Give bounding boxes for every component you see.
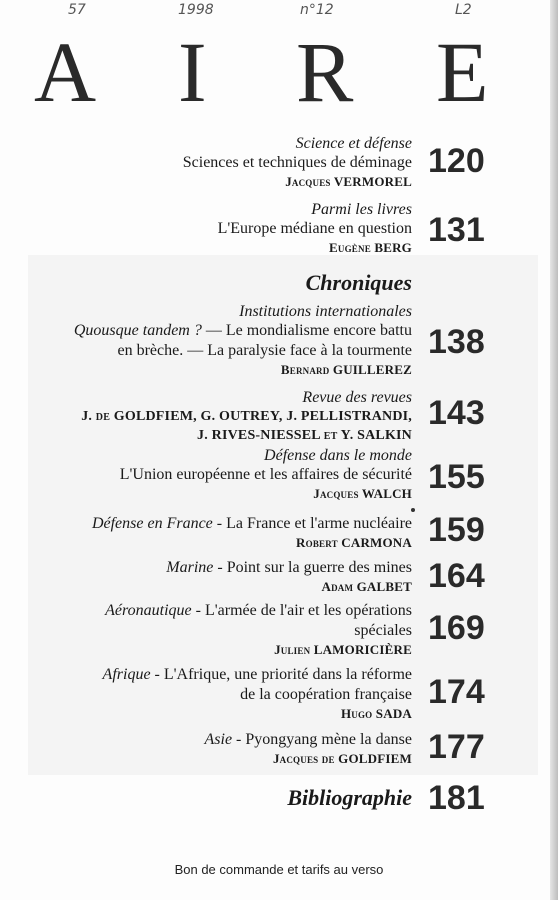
entry-title-line: de la coopération française: [240, 686, 412, 703]
entry-author: J. de GOLDFIEM, G. OUTREY, J. PELLISTRANDI,: [81, 409, 412, 424]
entry-rubric: Parmi les livres: [311, 201, 412, 218]
entry-title: - L'armée de l'air et les opérations: [191, 602, 412, 619]
entry-author: Julien LAMORICIÈRE: [274, 642, 412, 657]
entry-author: Robert CARMONA: [296, 535, 412, 550]
page-number: 174: [428, 673, 485, 711]
entry-title: - Pyongyang mène la danse: [232, 731, 412, 748]
entry-rubric: Aéronautique: [105, 602, 192, 619]
handwritten-year: 1998: [178, 2, 214, 18]
page-number: 177: [428, 728, 485, 766]
toc-entry[interactable]: [20, 200, 412, 256]
entry-rubric: Défense dans le monde: [264, 447, 412, 464]
page-number: 169: [428, 609, 485, 647]
entry-author: Jacques de GOLDFIEM: [272, 751, 412, 766]
entry-title: - La France et l'arme nucléaire: [212, 515, 412, 532]
entry-rubric: Revue des revues: [302, 389, 412, 406]
toc-entry[interactable]: [20, 558, 412, 595]
entry-title-italic: Quousque tandem ?: [73, 322, 202, 339]
entry-rubric: Asie: [204, 731, 233, 748]
section-heading: [20, 270, 412, 296]
entry-author: Eugène BERG: [329, 240, 412, 255]
toc-entry[interactable]: [20, 514, 412, 551]
handwritten-note: 57: [68, 2, 86, 18]
handwritten-issue: n°12: [300, 2, 334, 18]
page-number: 131: [428, 211, 485, 249]
page-number: 138: [428, 323, 485, 361]
entry-title: - Point sur la guerre des mines: [213, 559, 412, 576]
entry-title-line: [20, 601, 412, 621]
entry-rubric: Marine: [166, 559, 214, 576]
page-number: 159: [428, 511, 485, 549]
entry-author: Jacques WALCH: [313, 486, 412, 501]
masthead-letter: R: [296, 24, 354, 120]
page-number: 143: [428, 394, 485, 432]
entry-author: J. RIVES-NIESSEL et Y. SALKIN: [197, 428, 412, 443]
toc-entry[interactable]: [20, 601, 412, 658]
entry-title-line: [20, 321, 412, 341]
page-number: 155: [428, 458, 485, 496]
entry-rubric: Défense en France: [91, 515, 213, 532]
entry-author: Hugo SADA: [340, 706, 412, 721]
masthead-letter: I: [178, 24, 207, 120]
toc-entry[interactable]: [20, 302, 412, 378]
entry-author: Jacques VERMOREL: [285, 174, 412, 189]
entry-title: L'Union européenne et les affaires de sécurité: [119, 466, 412, 483]
entry-title-line: [20, 730, 412, 750]
section-heading[interactable]: [20, 785, 412, 811]
entry-title: Sciences et techniques de déminage: [182, 154, 412, 171]
entry-rubric: Afrique: [102, 666, 151, 683]
entry-rubric: Science et défense: [295, 135, 412, 152]
speck: [411, 508, 415, 512]
toc-entry[interactable]: [20, 665, 412, 722]
entry-title-line: en brèche. — La paralysie face à la tourmente: [117, 342, 412, 359]
masthead-letter: A: [34, 24, 97, 120]
entry-author: Adam GALBET: [321, 579, 412, 594]
toc-entry[interactable]: [20, 134, 412, 190]
entry-rubric: Institutions internationales: [239, 303, 412, 320]
footer-note: Bon de commande et tarifs au verso: [174, 862, 384, 877]
section-title: Chroniques: [305, 270, 412, 295]
toc-entry[interactable]: [20, 730, 412, 767]
entry-title-rest: — Le mondialisme encore battu: [201, 322, 412, 339]
entry-title-line: [20, 558, 412, 578]
entry-author: Bernard GUILLEREZ: [280, 362, 412, 377]
page-number: 181: [428, 779, 485, 817]
page-number: 164: [428, 557, 485, 595]
masthead-letter: E: [436, 24, 489, 120]
entry-title-line: spéciales: [354, 622, 412, 639]
toc-entry[interactable]: [20, 446, 412, 502]
entry-title-line: [20, 665, 412, 685]
handwritten-code: L2: [455, 2, 472, 18]
page-number: 120: [428, 142, 485, 180]
entry-title: - L'Afrique, une priorité dans la réforme: [150, 666, 412, 683]
toc-entry[interactable]: [20, 388, 412, 445]
entry-title-line: [20, 514, 412, 534]
entry-title: L'Europe médiane en question: [217, 220, 412, 237]
section-title: Bibliographie: [287, 785, 412, 810]
